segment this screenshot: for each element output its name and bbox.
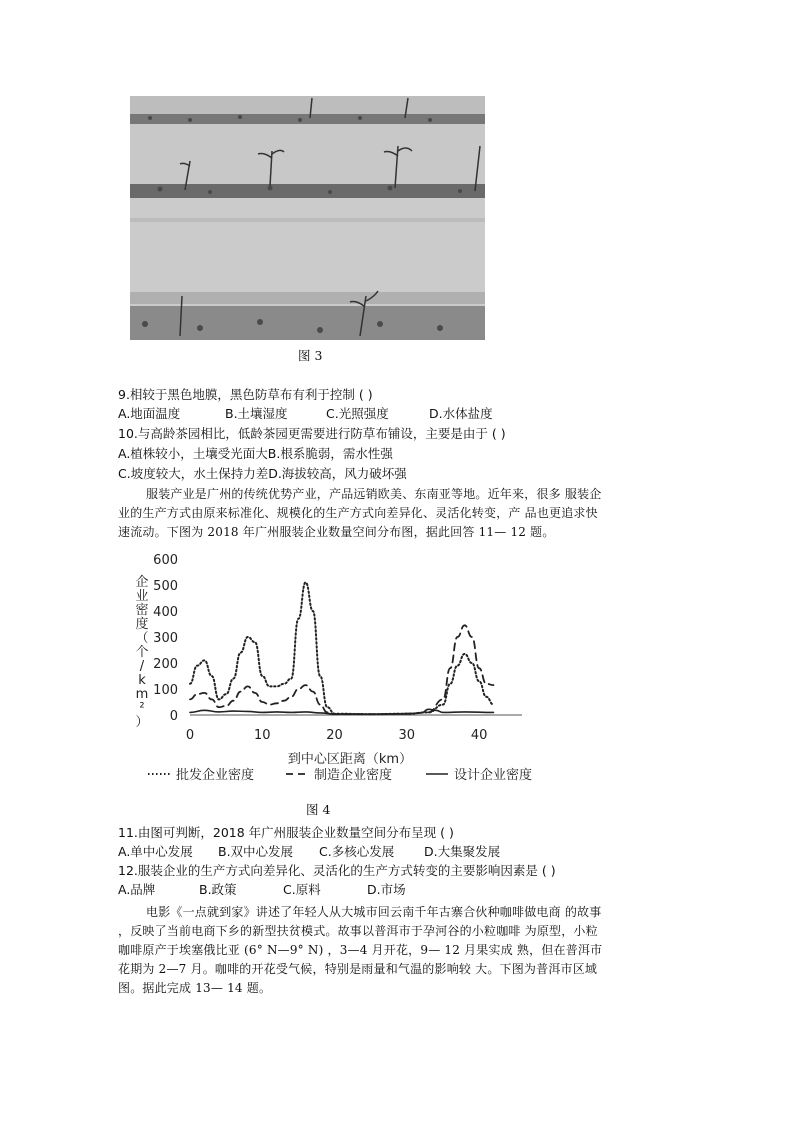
legend-label-0: 批发企业密度	[176, 768, 255, 783]
q12-options	[118, 881, 406, 898]
q11-option-c[interactable]: C.多核心发展	[319, 844, 395, 859]
y-tick-100: 100	[153, 683, 178, 698]
passage1-line1: 服装产业是广州的传统优势产业，产品远销欧美、东南亚等地。近年来，很多 服装企	[146, 487, 602, 501]
passage2-line5: 图。据此完成 13— 14 题。	[118, 981, 272, 995]
q9-options	[118, 405, 493, 422]
y-axis-label: 企业密度（个/ k m ² ）	[135, 575, 149, 730]
q9-option-b[interactable]: B.土壤湿度	[225, 406, 288, 421]
y-tick-200: 200	[153, 657, 178, 672]
series-line-0	[190, 582, 494, 714]
weed-fabric-photo	[130, 96, 485, 340]
q9-option-d[interactable]: D.水体盐度	[429, 406, 493, 421]
q9-stem: 9.相较于黑色地膜，黑色防草布有利于控制 ( )	[118, 387, 373, 402]
q12-option-b[interactable]: B.政策	[199, 882, 237, 897]
series-line-2	[190, 709, 494, 714]
y-tick-400: 400	[153, 605, 178, 620]
x-tick-20: 20	[326, 728, 343, 743]
q11-option-a[interactable]: A.单中心发展	[118, 844, 193, 859]
y-tick-300: 300	[153, 631, 178, 646]
x-tick-labels	[186, 728, 488, 743]
q11-options	[118, 843, 500, 860]
y-tick-500: 500	[153, 579, 178, 594]
q9-option-c[interactable]: C.光照强度	[326, 406, 389, 421]
q10-options-line1[interactable]: A.植株较小，土壤受光面大B.根系脆弱，需水性强	[118, 446, 393, 461]
clothing-enterprise-density-chart	[110, 548, 560, 788]
q10-stem: 10.与高龄茶园相比，低龄茶园更需要进行防草布铺设，主要是由于 ( )	[118, 426, 506, 441]
q11-stem: 11.由图可判断，2018 年广州服装企业数量空间分布呈现 ( )	[118, 825, 454, 840]
q12-option-d[interactable]: D.市场	[367, 882, 406, 897]
figure3-caption: 图 3	[298, 348, 323, 363]
x-tick-10: 10	[253, 728, 271, 743]
x-tick-0: 0	[185, 728, 195, 743]
q9-option-a[interactable]: A.地面温度	[118, 406, 181, 421]
x-tick-40: 40	[470, 728, 488, 743]
figure4-caption: 图 4	[306, 802, 331, 817]
passage2-line3: 咖啡原产于埃塞俄比亚 (6° N—9° N) ，3—4 月开花，9— 12 月果实成 熟，但在普洱市	[118, 943, 603, 957]
passage2-line2: ，反映了当前电商下乡的新型扶贫模式。故事以普洱市于孕河谷的小粒咖啡 为原型，小粒	[118, 924, 598, 938]
q12-option-a[interactable]: A.品牌	[118, 882, 156, 897]
q12-stem: 12.服装企业的生产方式向差异化、灵活化的生产方式转变的主要影响因素是 ( )	[118, 863, 556, 878]
q10-options-line2[interactable]: C.坡度较大，水土保持力差D.海拔较高，风力破坏强	[118, 466, 407, 481]
q11-option-b[interactable]: B.双中心发展	[218, 844, 294, 859]
y-tick-0: 0	[169, 709, 178, 724]
x-axis-label: 到中心区距离（km）	[287, 752, 413, 767]
photo-drawing	[130, 96, 485, 340]
y-tick-600: 600	[153, 553, 178, 568]
y-tick-labels	[153, 553, 178, 724]
series-lines	[190, 582, 494, 714]
passage2-line4: 花期为 2—7 月。咖啡的开花受气候，特别是雨量和气温的影响较 大。下图为普洱市区域	[118, 962, 598, 976]
q11-option-d[interactable]: D.大集聚发展	[424, 844, 501, 859]
q12-option-c[interactable]: C.原料	[283, 882, 321, 897]
passage1-line2: 业的生产方式由原来标准化、规模化的生产方式向差异化、灵活化转变，产 品也更追求快	[118, 506, 598, 520]
legend-label-2: 设计企业密度	[454, 768, 533, 783]
legend-label-1: 制造企业密度	[314, 768, 393, 783]
passage2-line1: 电影《一点就到家》讲述了年轻人从大城市回云南千年古寨合伙种咖啡做电商 的故事	[146, 905, 602, 919]
legend	[148, 767, 532, 783]
x-tick-30: 30	[398, 728, 416, 743]
passage1-line3: 速流动。下图为 2018 年广州服装企业数量空间分布图，据此回答 11— 12 题。	[118, 525, 555, 539]
